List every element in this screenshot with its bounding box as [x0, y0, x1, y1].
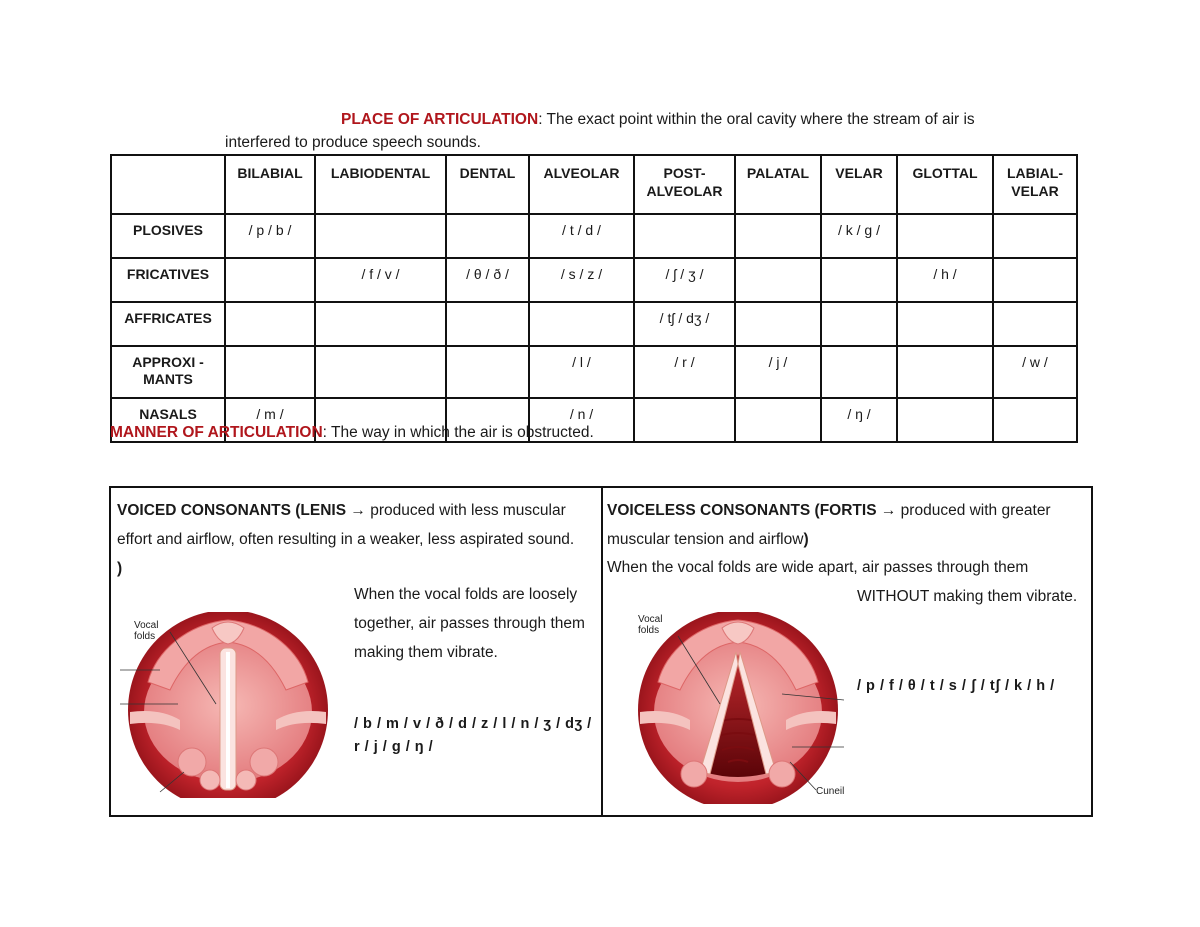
header-dental: DENTAL	[446, 155, 529, 214]
voiced-title-rest: produced with less muscular effort and airflow, often resulting in a weaker, less aspirated sound.	[117, 502, 575, 548]
table-cell	[821, 258, 897, 302]
manner-title: MANNER OF ARTICULATION	[110, 424, 323, 441]
intro-text-1: : The exact point within the oral cavity where the stream of air is	[538, 111, 975, 128]
table-cell	[897, 346, 993, 398]
row-label-nasals: NASALS	[111, 398, 225, 442]
table-cell: / ʃ / ʒ /	[634, 258, 735, 302]
table-cell: / j /	[735, 346, 821, 398]
table-cell	[446, 214, 529, 258]
table-cell	[993, 258, 1077, 302]
table-row	[111, 258, 1077, 302]
voiced-description: When the vocal folds are loosely together, air passes through them making them vibrate.	[354, 586, 585, 661]
table-cell	[529, 302, 634, 346]
voiceless-desc-line1: When the vocal folds are wide apart, air passes through them	[607, 559, 1029, 576]
table-cell: / θ / ð /	[446, 258, 529, 302]
voiceless-figure-label-2: Cuneil	[816, 786, 845, 797]
header-glottal: GLOTTAL	[897, 155, 993, 214]
voiceless-title-close: )	[803, 531, 809, 548]
manner-text: : The way in which the air is obstructed.	[322, 424, 594, 441]
voiced-ipa-list: / b / m / v / ð / d / z / l / n / ʒ / dʒ / r / j / g / ŋ /	[354, 716, 592, 755]
table-cell	[821, 302, 897, 346]
table-cell	[446, 346, 529, 398]
intro-line-1	[225, 108, 1065, 131]
table-cell: / n /	[529, 398, 634, 442]
table-cell: / l /	[529, 346, 634, 398]
header-velar: VELAR	[821, 155, 897, 214]
header-bilabial: BILABIAL	[225, 155, 315, 214]
table-cell: / t / d /	[529, 214, 634, 258]
voiced-heading	[117, 496, 577, 583]
voiceless-title-rest: → produced with greater muscular tension and airflow	[607, 502, 1051, 548]
table-cell	[735, 258, 821, 302]
table-cell	[315, 214, 446, 258]
column-divider	[601, 488, 603, 815]
table-cell	[735, 302, 821, 346]
table-cell: / h /	[897, 258, 993, 302]
row-label-fricatives: FRICATIVES	[111, 258, 225, 302]
table-row	[111, 302, 1077, 346]
header-labiodental: LABIODENTAL	[315, 155, 446, 214]
voiceless-ipa-list: / p / f / θ / t / s / ʃ / tʃ / k / h /	[857, 678, 1055, 694]
row-label-approximants: APPROXI - MANTS	[111, 346, 225, 398]
table-cell	[225, 302, 315, 346]
table-cell	[993, 214, 1077, 258]
table-cell: / tʃ / dʒ /	[634, 302, 735, 346]
table-cell	[634, 398, 735, 442]
voiced-title-close: )	[117, 560, 123, 577]
table-cell: / p / b /	[225, 214, 315, 258]
place-of-articulation-title: PLACE OF ARTICULATION	[341, 111, 539, 128]
table-cell: / m /	[225, 398, 315, 442]
table-cell: / k / g /	[821, 214, 897, 258]
header-labial-velar: LABIAL-VELAR	[993, 155, 1077, 214]
table-cell	[897, 302, 993, 346]
table-cell: / f / v /	[315, 258, 446, 302]
table-header-row	[111, 155, 1077, 214]
table-cell: / w /	[993, 346, 1077, 398]
table-cell: / s / z /	[529, 258, 634, 302]
intro-line-2: interfered to produce speech sounds.	[225, 134, 481, 151]
voiceless-figure-label: Vocal folds	[638, 614, 663, 636]
header-palatal: PALATAL	[735, 155, 821, 214]
table-cell	[735, 398, 821, 442]
table-cell	[315, 346, 446, 398]
table-row	[111, 214, 1077, 258]
table-cell	[897, 398, 993, 442]
voiceless-vocal-folds-figure	[632, 612, 847, 804]
voiced-vocal-folds-figure	[120, 612, 330, 798]
table-cell	[315, 302, 446, 346]
row-label-affricates: AFFRICATES	[111, 302, 225, 346]
row-label-plosives: PLOSIVES	[111, 214, 225, 258]
voiceless-description	[607, 553, 1087, 611]
table-cell: / r /	[634, 346, 735, 398]
table-cell	[225, 258, 315, 302]
table-cell	[897, 214, 993, 258]
voiceless-desc-line2: WITHOUT making them vibrate.	[857, 588, 1078, 605]
intro-paragraph	[225, 108, 1065, 154]
place-of-articulation-table	[110, 154, 1078, 443]
voiceless-title-bold: VOICELESS CONSONANTS (FORTIS	[607, 502, 877, 519]
table-cell	[735, 214, 821, 258]
header-empty	[111, 155, 225, 214]
table-cell: / ŋ /	[821, 398, 897, 442]
header-alveolar: ALVEOLAR	[529, 155, 634, 214]
table-cell	[634, 214, 735, 258]
table-row	[111, 346, 1077, 398]
voiceless-heading	[607, 496, 1077, 554]
header-post-alveolar: POST-ALVEOLAR	[634, 155, 735, 214]
table-cell	[225, 346, 315, 398]
manner-of-articulation	[110, 424, 594, 442]
voiced-title-bold: VOICED CONSONANTS (LENIS →	[117, 502, 366, 519]
voiced-figure-label: Vocal folds	[134, 620, 159, 642]
table-cell	[993, 398, 1077, 442]
table-cell	[821, 346, 897, 398]
table-cell	[993, 302, 1077, 346]
table-cell	[446, 302, 529, 346]
